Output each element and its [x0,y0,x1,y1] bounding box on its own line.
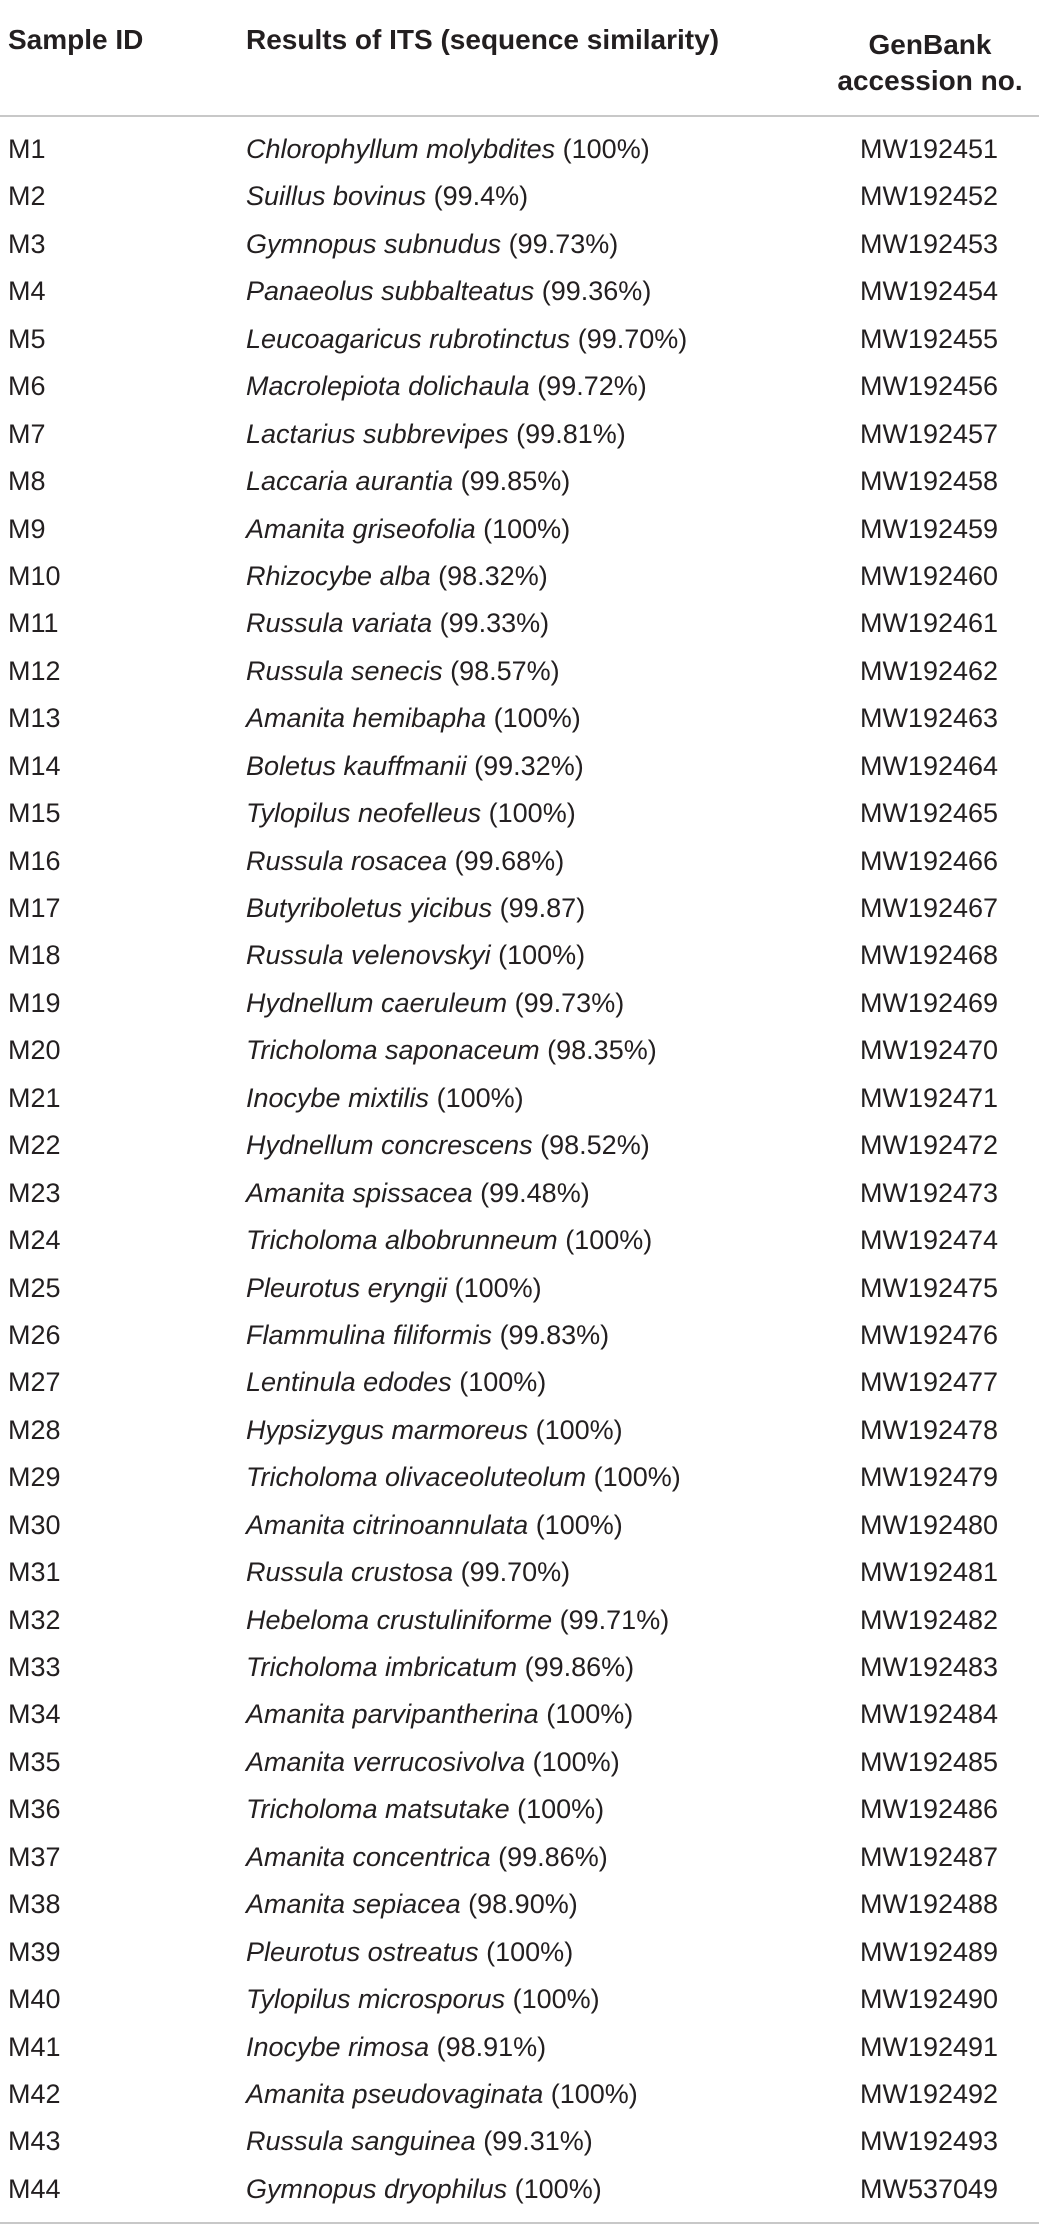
similarity-value: (100%) [546,1699,634,1730]
accession-cell: MW192482 [860,1604,999,1635]
result-cell [246,506,570,553]
result-cell [246,2118,593,2165]
accession-cell: MW192456 [860,371,999,402]
species-name: Gymnopus subnudus [246,228,502,259]
accession-cell: MW192489 [860,1936,999,1967]
species-name: Hydnellum concrescens [246,1130,533,1161]
species-name: Chlorophyllum molybdites [246,134,556,164]
accession-cell: MW192461 [860,608,999,639]
table-row [0,458,1039,505]
species-name: Butyriboletus yicibus [246,893,493,923]
accession-cell: MW192475 [860,1272,999,1303]
result-cell [246,1075,524,1122]
table-row [0,1312,1039,1359]
result-cell [246,1644,634,1691]
species-name: Laccaria aurantia [246,466,454,497]
similarity-value: (100%) [459,1367,547,1398]
table-row [0,1122,1039,1169]
accession-cell: MW192481 [860,1557,999,1588]
similarity-value: (100%) [498,940,586,971]
accession-cell: MW192462 [860,655,999,686]
species-name: Leucoagaricus rubrotinctus [246,323,571,354]
accession-cell: MW192479 [860,1462,999,1493]
sample-id-cell: M35 [8,1746,61,1777]
sample-id-cell: M3 [8,228,46,259]
similarity-value: (99.85%) [460,466,571,497]
species-name: Lactarius subbrevipes [246,418,509,449]
accession-cell: MW192486 [860,1794,999,1825]
table-row [0,1027,1039,1074]
table-row [0,1834,1039,1881]
table-row [0,980,1039,1027]
accession-cell: MW192468 [860,940,999,971]
sample-id-cell: M7 [8,418,46,449]
accession-cell: MW192465 [860,798,999,829]
sample-id-cell: M11 [8,608,59,639]
accession-cell: MW192460 [860,560,999,591]
accession-cell: MW192471 [860,1082,999,1113]
species-name: Suillus bovinus [246,181,427,212]
species-name: Tricholoma olivaceoluteolum [246,1462,587,1493]
sample-id-cell: M36 [8,1794,61,1825]
header-accession-line2: accession no. [837,65,1023,96]
table-row [0,838,1039,885]
species-name: Russula sanguinea [246,2126,476,2157]
sample-id-cell: M32 [8,1604,61,1635]
result-cell [246,1834,608,1881]
sample-id-cell: M20 [8,1035,61,1066]
table-row [0,1454,1039,1501]
species-name: Flammulina filiformis [246,1319,493,1350]
sample-id-cell: M21 [8,1082,61,1113]
similarity-value: (100%) [535,1509,623,1540]
result-cell [246,1549,570,1596]
accession-cell: MW192488 [860,1889,999,1920]
species-name: Macrolepiota dolichaula [246,371,530,402]
table-row [0,743,1039,790]
species-name: Pleurotus eryngii [246,1272,448,1303]
similarity-value: (100%) [593,1462,681,1493]
accession-cell: MW192492 [860,2078,999,2109]
accession-cell: MW192459 [860,513,999,544]
table-row [0,1170,1039,1217]
sample-id-cell: M39 [8,1936,61,1967]
result-cell [246,2071,638,2118]
species-name: Hypsizygus marmoreus [246,1414,529,1445]
accession-cell: MW192463 [860,703,999,734]
table-row [0,173,1039,220]
sample-id-cell: M15 [8,798,61,829]
table-row [0,2024,1039,2071]
result-cell [246,363,647,410]
species-name: Amanita pseudovaginata [246,2078,544,2109]
result-cell [246,1739,620,1786]
sample-id-cell: M5 [8,323,46,354]
sample-id-cell: M9 [8,513,46,544]
similarity-value: (100%) [514,2173,602,2204]
similarity-value: (99.33%) [439,608,550,639]
sample-id-cell: M22 [8,1130,61,1161]
sample-id-cell: M31 [8,1557,61,1588]
table-row [0,126,1039,173]
result-cell [246,1691,633,1738]
accession-cell: MW192472 [860,1130,999,1161]
table-row [0,1881,1039,1928]
table-row [0,1502,1039,1549]
sample-id-cell: M24 [8,1225,61,1256]
species-name: Russula senecis [246,655,443,686]
table-row [0,1549,1039,1596]
similarity-value: (100%) [565,1225,653,1256]
table-row [0,1786,1039,1833]
accession-cell: MW192457 [860,418,999,449]
species-name: Russula rosacea [246,845,448,876]
result-cell [246,1502,623,1549]
sample-id-cell: M27 [8,1367,61,1398]
accession-cell: MW192464 [860,750,999,781]
accession-cell: MW192474 [860,1225,999,1256]
result-cell [246,1597,669,1644]
species-name: Amanita spissacea [246,1177,473,1208]
table-row [0,695,1039,742]
sample-id-cell: M28 [8,1414,61,1445]
result-cell [246,553,548,600]
accession-cell: MW192458 [860,466,999,497]
table-row [0,600,1039,647]
table-row [0,1644,1039,1691]
similarity-value: (100%) [436,1082,524,1113]
table-row [0,1265,1039,1312]
table-body [0,126,1039,2213]
accession-cell: MW192477 [860,1367,999,1398]
accession-cell: MW192491 [860,2031,999,2062]
similarity-value: (98.52%) [540,1130,650,1161]
result-cell [246,1976,600,2023]
result-cell [246,1454,681,1501]
table-row [0,790,1039,837]
result-cell [246,458,570,505]
sample-id-cell: M38 [8,1889,61,1920]
sample-id-cell: M44 [8,2173,61,2204]
species-name: Amanita griseofolia [246,513,476,544]
table-row [0,885,1039,932]
table-row [0,411,1039,458]
result-cell [246,1170,590,1217]
table-row [0,506,1039,553]
sample-id-cell: M1 [8,134,46,164]
species-name: Tricholoma matsutake [246,1794,510,1825]
sample-id-cell: M17 [8,893,61,923]
accession-cell: MW192452 [860,181,999,212]
similarity-value: (100%) [493,703,581,734]
table-row [0,648,1039,695]
table-row [0,268,1039,315]
sample-id-cell: M18 [8,940,61,971]
table-row [0,1075,1039,1122]
similarity-value: (99.73%) [508,228,619,259]
sample-id-cell: M8 [8,466,46,497]
species-name: Lentinula edodes [246,1367,452,1398]
table-row [0,2166,1039,2213]
similarity-value: (99.68%) [454,845,565,876]
table-row [0,1597,1039,1644]
sample-id-cell: M19 [8,987,61,1018]
result-cell [246,268,651,315]
similarity-value: (99.70%) [460,1557,571,1588]
similarity-value: (99.83%) [499,1319,610,1350]
similarity-value: (98.35%) [547,1035,657,1066]
species-name: Amanita hemibapha [246,703,487,734]
accession-cell: MW192478 [860,1414,999,1445]
table-row [0,221,1039,268]
table-row [0,2118,1039,2165]
similarity-value: (100%) [535,1414,623,1445]
species-name: Tricholoma imbricatum [246,1652,518,1682]
sample-id-cell: M33 [8,1652,61,1682]
accession-cell: MW192480 [860,1509,999,1540]
species-name: Tylopilus microsporus [246,1984,506,2015]
table-row [0,1359,1039,1406]
accession-cell: MW192454 [860,276,999,307]
species-name: Tricholoma albobrunneum [246,1225,558,1256]
result-cell [246,1786,604,1833]
species-name: Inocybe mixtilis [246,1082,430,1113]
similarity-value: (99.72%) [537,371,647,402]
sample-id-cell: M40 [8,1984,61,2015]
accession-cell: MW537049 [860,2173,999,2204]
sample-id-cell: M42 [8,2078,61,2109]
result-cell [246,173,528,220]
accession-cell: MW192487 [860,1841,999,1872]
similarity-value: (99.48%) [480,1177,590,1208]
similarity-value: (100%) [454,1272,542,1303]
accession-cell: MW192493 [860,2126,999,2157]
similarity-value: (98.90%) [468,1889,578,1920]
accession-cell: MW192451 [860,134,999,164]
similarity-value: (99.32%) [474,750,584,781]
result-cell [246,126,650,173]
species-name: Tylopilus neofelleus [246,798,482,829]
table-row [0,2071,1039,2118]
result-cell [246,838,564,885]
table-row [0,553,1039,600]
accession-cell: MW192484 [860,1699,999,1730]
result-cell [246,790,576,837]
result-cell [246,411,626,458]
result-cell [246,1217,652,1264]
table-row [0,316,1039,363]
similarity-value: (99.4%) [433,181,529,212]
similarity-value: (100%) [532,1746,620,1777]
table-row [0,1217,1039,1264]
table-row [0,1407,1039,1454]
species-name: Gymnopus dryophilus [246,2173,508,2204]
sample-id-cell: M16 [8,845,61,876]
table-bottom-rule [0,2222,1039,2224]
accession-cell: MW192490 [860,1984,999,2015]
result-cell [246,695,581,742]
similarity-value: (99.86%) [498,1841,608,1872]
sample-id-cell: M4 [8,276,46,307]
species-name: Hebeloma crustuliniforme [246,1604,553,1635]
table-row [0,1976,1039,2023]
similarity-value: (100%) [512,1984,600,2015]
header-accession-line1: GenBank [868,29,992,60]
sample-id-cell: M12 [8,655,61,686]
result-cell [246,600,549,647]
species-name: Boletus kauffmanii [246,750,467,781]
sample-id-cell: M30 [8,1509,61,1540]
species-name: Amanita verrucosivolva [246,1746,526,1777]
similarity-value: (99.81%) [516,418,626,449]
species-name: Hydnellum caeruleum [246,987,508,1018]
result-cell [246,1359,546,1406]
sample-id-cell: M34 [8,1699,61,1730]
table-row [0,1929,1039,1976]
species-name: Tricholoma saponaceum [246,1035,540,1066]
table-row [0,1691,1039,1738]
species-name: Amanita parvipantherina [246,1699,539,1730]
header-divider [0,115,1039,117]
header-accession [830,27,1030,99]
similarity-value: (100%) [517,1794,605,1825]
accession-cell: MW192473 [860,1177,999,1208]
accession-cell: MW192476 [860,1319,999,1350]
sample-id-cell: M2 [8,181,46,212]
species-name: Russula crustosa [246,1557,454,1588]
sample-id-cell: M14 [8,750,61,781]
accession-cell: MW192485 [860,1746,999,1777]
table-row [0,363,1039,410]
result-cell [246,1122,650,1169]
similarity-value: (98.91%) [436,2031,547,2062]
accession-cell: MW192469 [860,987,999,1018]
sample-id-cell: M10 [8,560,61,591]
species-name: Russula velenovskyi [246,940,491,971]
similarity-value: (100%) [483,513,571,544]
accession-cell: MW192467 [860,893,999,923]
result-cell [246,1407,623,1454]
species-name: Panaeolus subbalteatus [246,276,535,307]
sample-id-cell: M25 [8,1272,61,1303]
table-row [0,1739,1039,1786]
similarity-value: (98.32%) [438,560,548,591]
result-cell [246,1929,573,1976]
table-row [0,932,1039,979]
sample-id-cell: M6 [8,371,46,402]
sample-id-cell: M29 [8,1462,61,1493]
accession-cell: MW192453 [860,228,999,259]
sample-id-cell: M23 [8,1177,61,1208]
sample-id-cell: M41 [8,2031,61,2062]
species-name: Amanita sepiacea [246,1889,461,1920]
header-results: Results of ITS (sequence similarity) [246,24,720,55]
species-name: Inocybe rimosa [246,2031,430,2062]
result-cell [246,648,560,695]
similarity-value: (100%) [562,134,650,164]
species-name: Pleurotus ostreatus [246,1936,479,1967]
similarity-value: (100%) [486,1936,574,1967]
result-cell [246,1881,578,1928]
result-cell [246,1265,542,1312]
sample-id-cell: M43 [8,2126,61,2157]
species-name: Amanita citrinoannulata [246,1509,529,1540]
result-cell [246,316,687,363]
result-cell [246,743,584,790]
species-name: Amanita concentrica [246,1841,491,1872]
result-cell [246,885,585,932]
similarity-value: (99.86%) [524,1652,635,1682]
similarity-value: (100%) [488,798,576,829]
sample-id-cell: M37 [8,1841,61,1872]
similarity-value: (99.70%) [577,323,688,354]
result-cell [246,980,624,1027]
table-header [0,0,1039,115]
accession-cell: MW192455 [860,323,999,354]
result-cell [246,932,585,979]
accession-cell: MW192470 [860,1035,999,1066]
result-cell [246,2166,602,2213]
species-name: Rhizocybe alba [246,560,431,591]
result-cell [246,221,618,268]
accession-cell: MW192466 [860,845,999,876]
species-name: Russula variata [246,608,433,639]
similarity-value: (99.87) [499,893,586,923]
result-cell [246,1312,609,1359]
accession-cell: MW192483 [860,1652,999,1682]
similarity-value: (99.73%) [514,987,625,1018]
similarity-value: (99.31%) [483,2126,593,2157]
similarity-value: (99.36%) [541,276,652,307]
sample-id-cell: M13 [8,703,61,734]
similarity-value: (98.57%) [450,655,560,686]
result-cell [246,2024,546,2071]
result-cell [246,1027,657,1074]
header-sample-id: Sample ID [8,24,144,55]
similarity-value: (99.71%) [559,1604,670,1635]
sample-id-cell: M26 [8,1319,61,1350]
similarity-value: (100%) [550,2078,638,2109]
